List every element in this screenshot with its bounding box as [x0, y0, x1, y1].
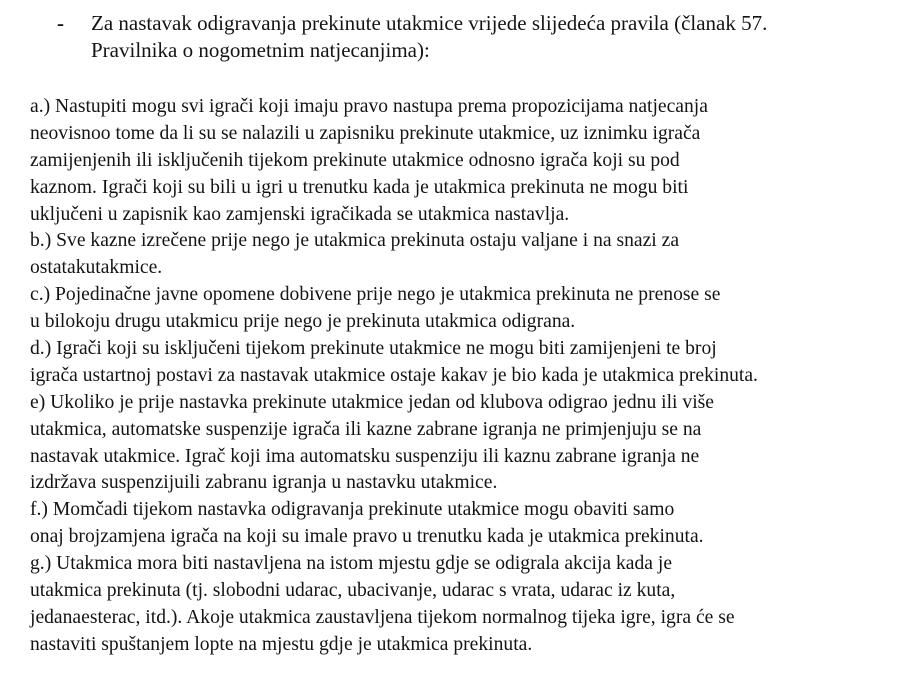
rule-e-line: izdržava suspenzijuili zabranu igranja u nastavku utakmice. — [30, 472, 498, 494]
bullet-dash: - — [57, 11, 64, 35]
rule-e-line: nastavak utakmice. Igrač koji ima automatsku suspenziju ili kaznu zabrane igranja ne — [30, 445, 700, 467]
intro-line-2: Pravilnika o nogometnim natjecanjima): — [91, 38, 430, 62]
rule-g-line: nastaviti spuštanjem lopte na mjestu gdje je utakmica prekinuta. — [30, 633, 533, 655]
rule-b-line: ostatakutakmice. — [30, 257, 163, 279]
rule-f-line: onaj brojzamjena igrača na koji su imale pravo u trenutku kada je utakmica prekinuta. — [30, 526, 704, 548]
rule-a-line: neovisnoo tome da li su se nalazili u zapisniku prekinute utakmice, uz iznimku igrača — [30, 122, 701, 144]
rule-e-line: e) Ukoliko je prije nastavka prekinute utakmice jedan od klubova odigrao jednu ili više — [30, 391, 714, 413]
rule-a-line: kaznom. Igrači koji su bili u igri u trenutku kada je utakmica prekinuta ne mogu biti — [30, 176, 689, 198]
rule-c-line: c.) Pojedinačne javne opomene dobivene prije nego je utakmica prekinuta ne prenose se — [30, 284, 721, 306]
intro-line-1: Za nastavak odigravanja prekinute utakmice vrijede slijedeća pravila (članak 57. — [91, 11, 768, 35]
rule-e-line: utakmica, automatske suspenzije igrača ili kazne zabrane igranja ne primjenjuju se na — [30, 418, 702, 440]
rule-b-line: b.) Sve kazne izrečene prije nego je utakmica prekinuta ostaju valjane i na snazi za — [30, 230, 680, 252]
rule-a-line: uključeni u zapisnik kao zamjenski igračikada se utakmica nastavlja. — [30, 203, 570, 225]
rule-g-line: utakmica prekinuta (tj. slobodni udarac, ubacivanje, udarac s vrata, udarac iz kuta, — [30, 580, 676, 602]
rules-paragraph — [30, 94, 890, 659]
rule-g-line: jedanaesterac, itd.). Akoje utakmica zaustavljena tijekom normalnog tijeka igre, igra će se — [30, 606, 735, 628]
rule-a-line: zamijenjenih ili isključenih tijekom prekinute utakmice odnosno igrača koji su pod — [30, 149, 680, 171]
rule-d-line: d.) Igrači koji su isključeni tijekom prekinute utakmice ne mogu biti zamijenjeni te broj — [30, 338, 717, 360]
rule-f-line: f.) Momčadi tijekom nastavka odigravanja prekinute utakmice mogu obaviti samo — [30, 499, 675, 521]
rule-g-line: g.) Utakmica mora biti nastavljena na istom mjestu gdje se odigrala akcija kada je — [30, 553, 673, 575]
rule-a-line: a.) Nastupiti mogu svi igrači koji imaju pravo nastupa prema propozicijama natjecanja — [30, 96, 708, 117]
rule-d-line: igrača ustartnoj postavi za nastavak utakmice ostaje kakav je bio kada je utakmica prekinuta. — [30, 364, 758, 386]
rule-c-line: u bilokoju drugu utakmicu prije nego je prekinuta utakmica odigrana. — [30, 311, 576, 333]
